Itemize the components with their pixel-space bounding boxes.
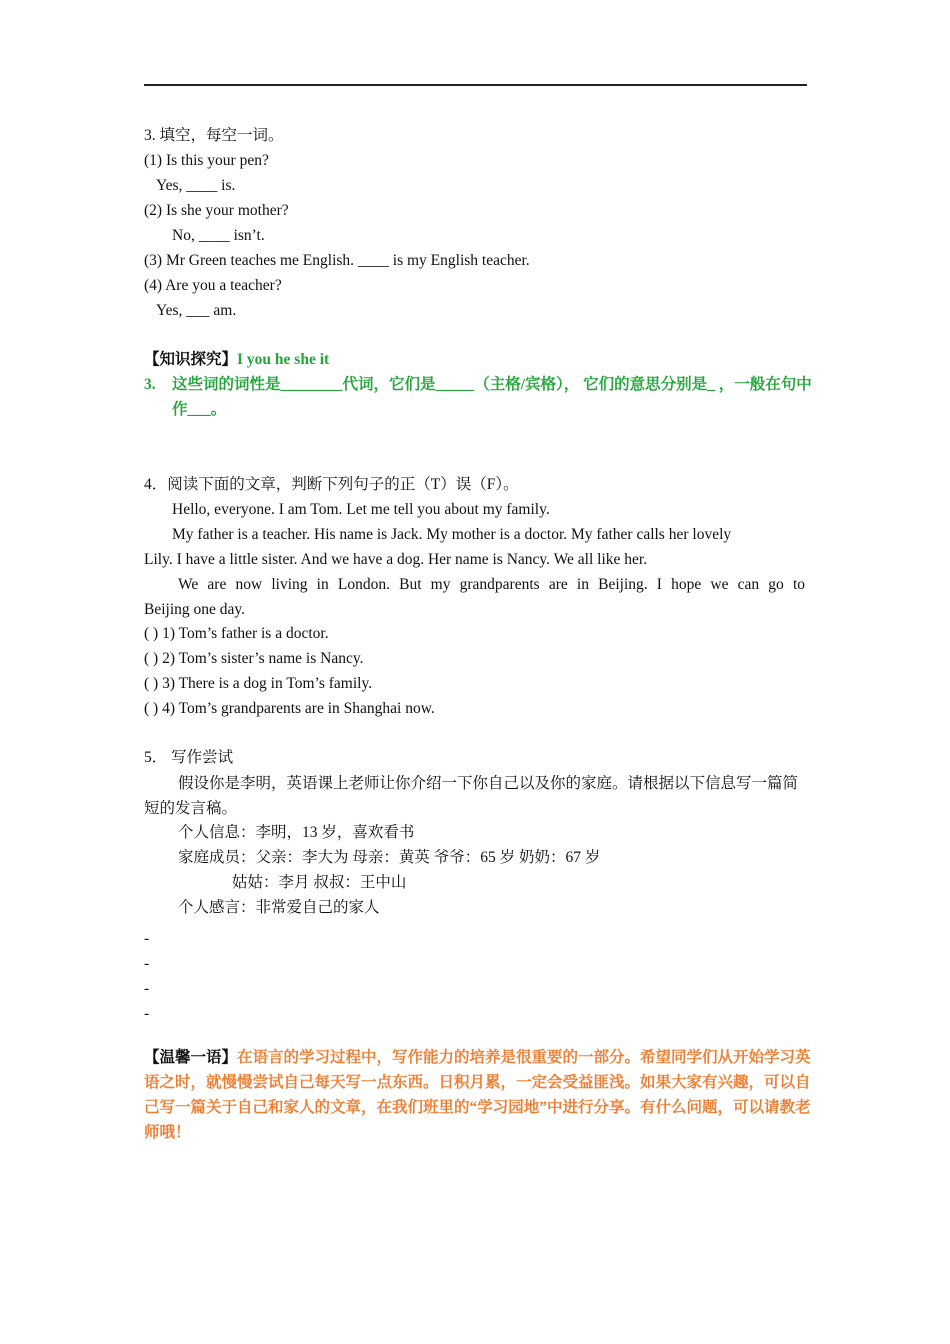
q3-item-1: (1) Is this your pen? [144,152,269,169]
q3-answer-4: Yes, ___ am. [156,302,237,319]
writing-line-4: - [144,1005,150,1022]
q5-info-family: 家庭成员：父亲：李大为 母亲：黄英 爷爷：65 岁 奶奶：67 岁 [178,849,601,866]
q4-para-1: Hello, everyone. I am Tom. Let me tell you about my family. [172,501,550,518]
knowledge-words: I you he she it [237,351,330,368]
q4-statement-2: ( ) 2) Tom’s sister’s name is Nancy. [144,650,364,667]
q5-info-feelings: 个人感言：非常爱自己的家人 [178,899,380,916]
q5-title: 5． 写作尝试 [144,749,234,766]
knowledge-text: 这些词的词性是________代词，它们是_____（主格/宾格）， 它们的意思分别是_ ，一般在句中作___。 [172,376,812,418]
tip-text: 在语言的学习过程中，写作能力的培养是很重要的一部分。希望同学们从开始学习英语之时，就慢慢尝试自己每天写一点东西。日积月累，一定会受益匪浅。如果大家有兴趣，可以自己写一篇关于自己和家人的文章，在我们班里的“学习园地”中进行分享。有什么问题，可以请教老师哦！ [144,1049,811,1141]
q4-para-2b: Lily. I have a little sister. And we have a dog. Her name is Nancy. We all like her. [144,551,648,568]
q3-answer-1: Yes, ____ is. [156,177,236,194]
writing-line-3: - [144,980,150,997]
knowledge-number: 3. [144,376,156,393]
q3-title: 3. 填空，每空一词。 [144,127,284,144]
q4-para-2a: My father is a teacher. His name is Jack. My mother is a doctor. My father calls her lovely [172,526,732,543]
q3-item-4: (4) Are you a teacher? [144,277,282,294]
q5-info-personal: 个人信息：李明，13 岁，喜欢看书 [178,824,415,841]
tip-block [144,1045,814,1145]
q4-title: 4．阅读下面的文章，判断下列句子的正（T）误（F）。 [144,476,519,493]
q3-answer-2: No, ____ isn’t. [172,227,265,244]
q5-info-relatives: 姑姑：李月 叔叔：王中山 [232,874,407,891]
knowledge-header [144,350,329,370]
q4-para-3a: We are now living in London. But my grandparents are in Beijing. I hope we can go to [178,576,805,593]
q4-para-3b: Beijing one day. [144,601,246,618]
writing-line-1: - [144,930,150,947]
q5-intro: 假设你是李明，英语课上老师让你介绍一下你自己以及你的家庭。请根据以下信息写一篇简短的发言稿。 [144,775,799,817]
q3-item-3: (3) Mr Green teaches me English. ____ is my English teacher. [144,252,530,269]
knowledge-bracket: 【知识探究】 [144,351,238,368]
tip-bracket: 【温馨一语】 [144,1049,238,1066]
q4-statement-3: ( ) 3) There is a dog in Tom’s family. [144,675,373,692]
writing-line-2: - [144,955,150,972]
q4-statement-1: ( ) 1) Tom’s father is a doctor. [144,625,329,642]
q4-statement-4: ( ) 4) Tom’s grandparents are in Shanghai now. [144,700,435,717]
q3-item-2: (2) Is she your mother? [144,202,289,219]
header-rule [144,84,807,86]
